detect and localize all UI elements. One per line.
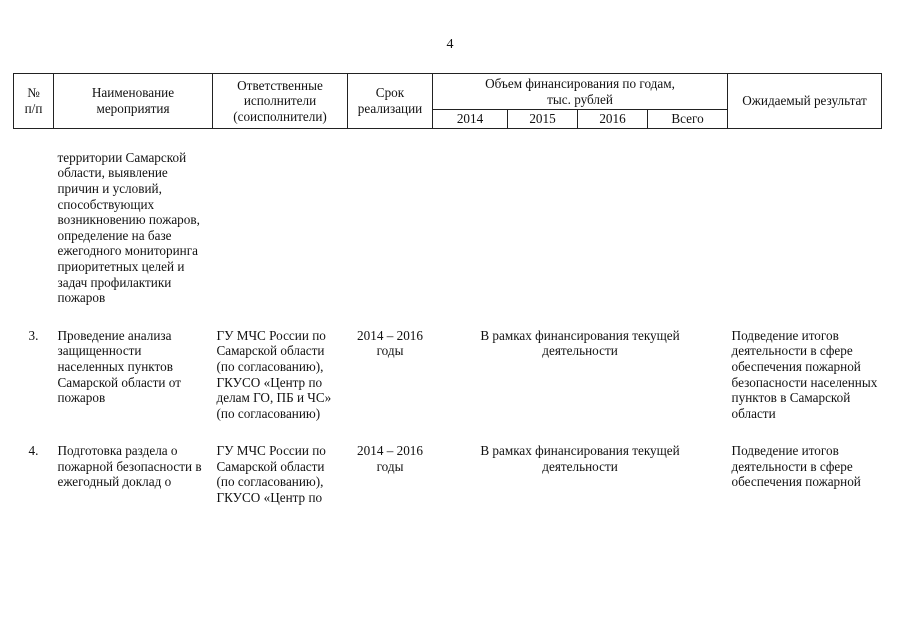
row-executors [213,128,348,305]
header-result: Ожидаемый результат [728,74,882,129]
row-financing: В рамках финансирования текущей деятельности [480,327,680,359]
header-year-2015: 2015 [508,110,578,129]
row-result: Подведение итогов деятельности в сфере обеспечения пожарной [731,443,861,490]
row-financing [433,128,728,305]
row-name: Подготовка раздела о пожарной безопасности в ежегодный доклад о [57,443,202,490]
row-num: 3. [28,327,39,343]
row-num: 4. [28,443,39,459]
header-term: Срок реализации [348,74,433,129]
header-year-2016: 2016 [578,110,648,129]
row-term: 2014 – 2016 годы [357,443,423,474]
header-financing: Объем финансирования по годам, тыс. рублей [433,74,728,110]
row-gap [14,421,882,443]
header-num-sign: № п/п [24,85,43,116]
header-year-2014: 2014 [433,110,508,129]
row-name: Проведение анализа защищенности населенных пунктов Самарской области от пожаров [57,327,181,406]
row-result: Подведение итогов деятельности в сфере обеспечения пожарной безопасности населенных пунктов в Самарской области [731,327,878,421]
row-term [348,128,433,305]
row-financing: В рамках финансирования текущей деятельности [480,443,680,474]
table-row [14,443,882,505]
program-activities-table [13,73,882,506]
row-name: территории Самарской области, выявление причин и условий, способствующих возникновению пожаров, определение на базе ежегодного мониторинга приоритетных целей и задач профилактики пожаров [57,149,200,306]
row-num [14,128,54,305]
row-executors: ГУ МЧС России по Самарской области (по согласованию), ГКУСО «Центр по [216,443,326,506]
row-gap [14,306,882,328]
row-gap-cell [14,306,882,328]
row-term: 2014 – 2016 годы [357,327,423,359]
table-row [14,328,882,422]
table-row [14,128,882,305]
header-executors: Ответственные исполнители (соисполнители) [213,74,348,129]
row-result [728,128,882,305]
row-executors: ГУ МЧС России по Самарской области (по согласованию), ГКУСО «Центр по делам ГО, ПБ и ЧС» (по согласованию) [216,327,332,421]
row-gap-cell [14,421,882,443]
header-num [14,74,54,129]
header-name: Наименование мероприятия [54,74,213,129]
header-total: Всего [648,110,728,129]
page-number: 4 [446,37,454,52]
